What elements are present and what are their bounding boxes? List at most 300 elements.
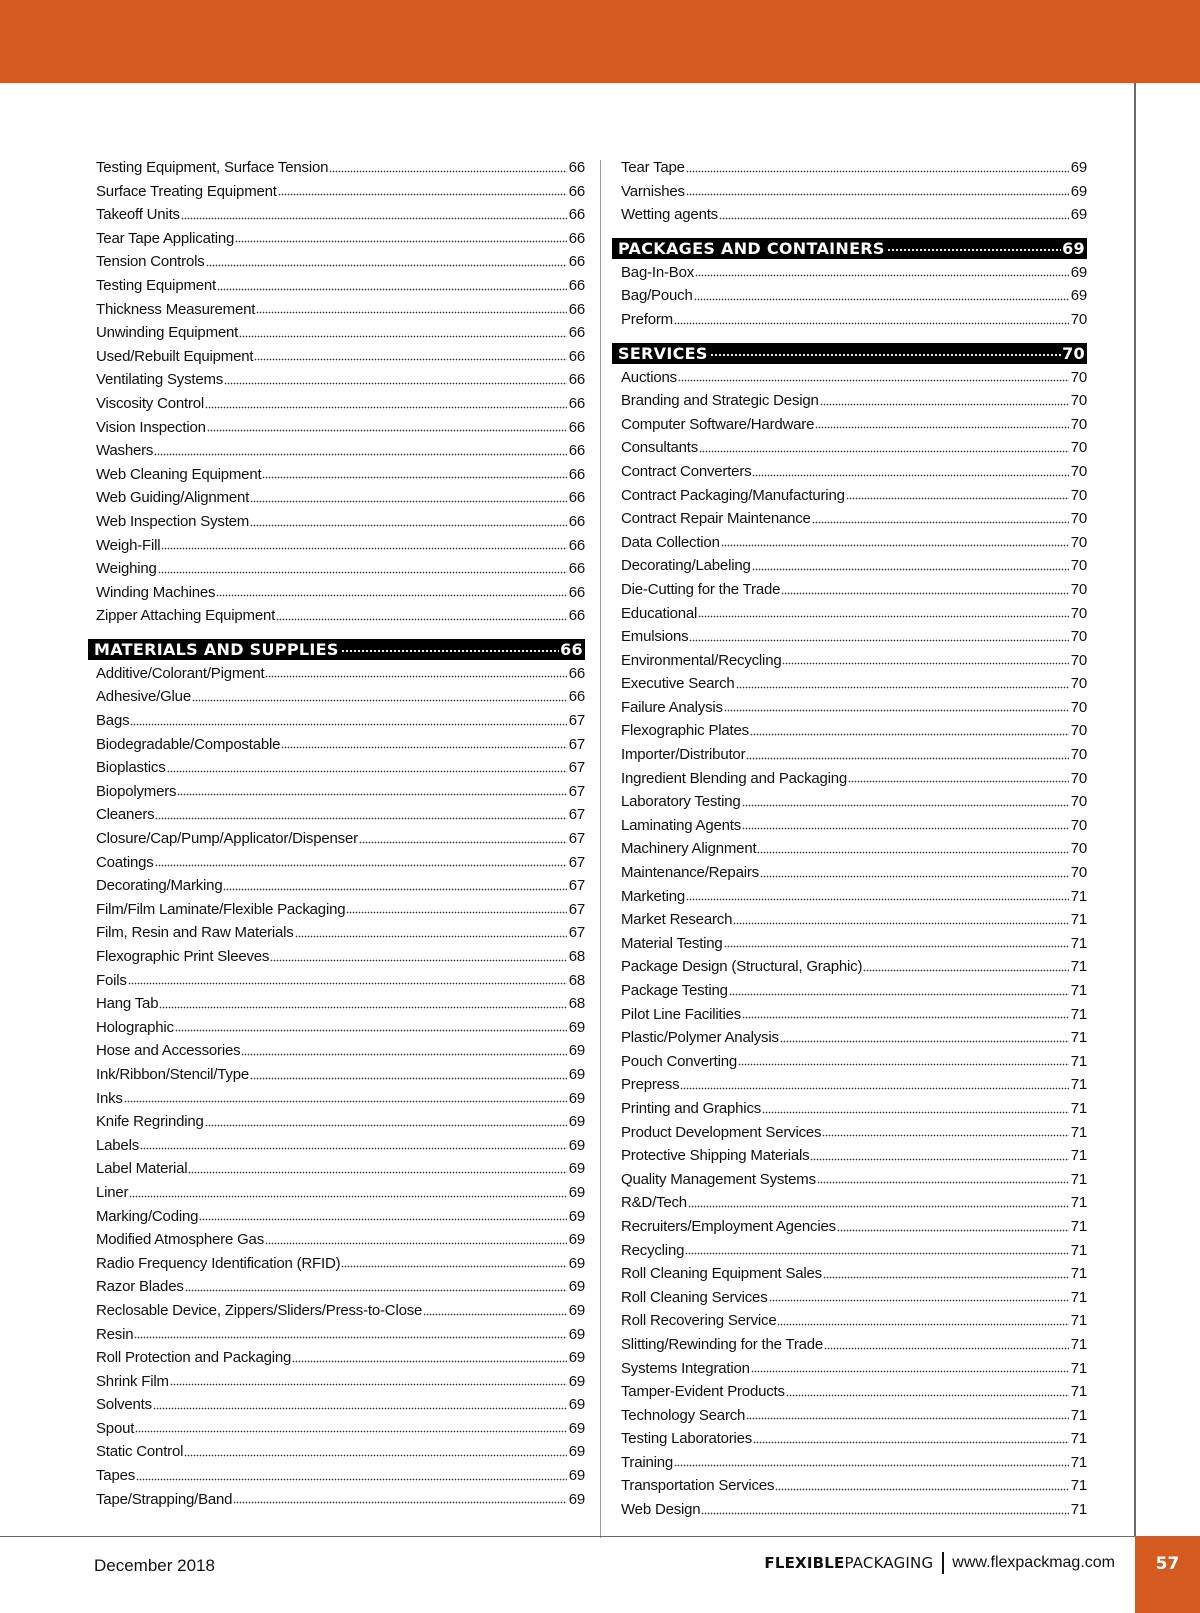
index-entry [621,885,1087,909]
leader-dots [760,874,1069,882]
index-entry [621,1144,1087,1168]
index-entry [96,803,585,827]
index-entry [96,486,585,510]
services-list [621,366,1087,1522]
entry-page: 71 [1070,1123,1087,1141]
entry-page: 69 [568,1160,585,1178]
leader-dots [241,1052,566,1060]
entry-page: 67 [568,806,585,824]
leader-dots [678,378,1069,386]
entry-label: Protective Shipping Materials [621,1147,810,1165]
entry-page: 69 [1070,287,1087,305]
index-entry [96,368,585,392]
index-entry [96,827,585,851]
entry-label: Inks [96,1089,123,1107]
entry-label: Training [621,1453,674,1471]
entry-page: 70 [1070,864,1087,882]
entry-label: Roll Protection and Packaging [96,1349,292,1367]
leader-dots [887,248,1061,254]
index-entry [621,1191,1087,1215]
entry-label: Web Guiding/Alignment [96,489,250,507]
entry-page: 66 [568,442,585,460]
entry-label: Solvents [96,1396,152,1414]
leader-dots [701,1511,1068,1519]
entry-label: Product Development Services [621,1123,822,1141]
entry-page: 66 [568,512,585,530]
entry-label: Film, Resin and Raw Materials [96,924,294,942]
leader-dots [680,1086,1068,1094]
entry-page: 69 [568,1207,585,1225]
leader-dots [341,1264,566,1272]
index-entry [96,969,585,993]
entry-page: 70 [1070,698,1087,716]
index-entry [96,1134,585,1158]
brand-name-bold: FLEXIBLE [764,1554,845,1572]
index-entry [621,790,1087,814]
index-entry [621,932,1087,956]
entry-page: 71 [1070,1029,1087,1047]
entry-label: Closure/Cap/Pump/Applicator/Dispenser [96,830,358,848]
index-entry [621,531,1087,555]
leader-dots [140,1146,567,1154]
leader-dots [217,287,567,295]
leader-dots [742,826,1069,834]
entry-label: Educational [621,604,698,622]
entry-label: Ingredient Blending and Packaging [621,769,848,787]
entry-label: Computer Software/Hardware [621,415,815,433]
entry-page: 71 [1070,1383,1087,1401]
leader-dots [155,816,566,824]
footer-brand [764,1552,1115,1574]
entry-label: Importer/Distributor [621,746,746,764]
index-entry [96,756,585,780]
entry-label: Package Testing [621,982,728,999]
entry-label: Modified Atmosphere Gas [96,1231,264,1249]
leader-dots [750,732,1069,740]
entry-label: Emulsions [621,628,689,646]
entry-page: 66 [568,347,585,365]
entry-page: 66 [568,536,585,554]
leader-dots [185,1288,567,1296]
section-header-services [612,343,1087,364]
entry-page: 70 [1070,415,1087,433]
entry-page: 71 [1070,1194,1087,1212]
entry-page: 70 [1070,722,1087,740]
index-entry [621,1073,1087,1097]
entry-page: 66 [568,276,585,294]
entry-page: 71 [1070,1406,1087,1424]
entry-page: 70 [1070,746,1087,764]
entry-page: 66 [568,182,585,200]
entry-page: 71 [1070,911,1087,929]
entry-page: 71 [1070,1335,1087,1353]
entry-label: Washers [96,442,154,460]
index-entry [96,1181,585,1205]
entry-label: Tension Controls [96,253,205,271]
entry-label: Varnishes [621,182,685,200]
entry-label: Tape/Strapping/Band [96,1490,233,1508]
index-entry [621,180,1087,204]
entry-label: Tamper-Evident Products [621,1383,785,1401]
entry-page: 66 [568,394,585,412]
leader-dots [136,1477,567,1485]
index-entry [96,557,585,581]
leader-dots [824,1346,1069,1354]
entry-page: 67 [568,759,585,777]
index-entry [621,1286,1087,1310]
leader-dots [782,661,1068,669]
leader-dots [742,803,1069,811]
leader-dots [155,863,567,871]
entry-page: 67 [568,830,585,848]
leader-dots [262,475,566,483]
leader-dots [235,239,567,247]
entry-label: Tear Tape Applicating [96,229,235,247]
entry-label: Branding and Strategic Design [621,392,819,410]
index-entry [621,203,1087,227]
entry-label: Roll Recovering Service [621,1312,777,1330]
entry-page: 66 [568,371,585,389]
index-entry [621,696,1087,720]
leader-dots [254,357,566,365]
entry-label: Cleaners [96,806,155,824]
entry-label: Plastic/Polymer Analysis [621,1029,779,1047]
entry-page: 71 [1070,1076,1087,1094]
entry-label: Bag/Pouch [621,287,693,305]
entry-page: 71 [1070,1477,1087,1495]
leader-dots [674,1463,1069,1471]
entry-page: 70 [1070,439,1087,457]
index-entry [621,484,1087,508]
entry-label: Ventilating Systems [96,371,224,389]
leader-dots [205,1123,567,1131]
entry-page: 69 [568,1042,585,1060]
index-entry [621,1097,1087,1121]
entry-page: 69 [568,1231,585,1249]
leader-dots [724,708,1069,716]
leader-dots [359,840,567,848]
index-entry [96,851,585,875]
leader-dots [736,685,1069,693]
index-entry [96,1417,585,1441]
entry-page: 69 [568,1443,585,1461]
leader-dots [753,1440,1069,1448]
entry-label: Marketing [621,887,686,905]
index-entry [96,709,585,733]
entry-page: 69 [568,1490,585,1508]
leader-dots [810,1157,1068,1165]
entry-page: 69 [1070,263,1087,281]
entry-label: Package Design (Structural, Graphic) [621,958,863,976]
index-entry [96,1039,585,1063]
entry-label: Weigh-Fill [96,536,161,554]
entry-label: Pilot Line Facilities [621,1005,742,1023]
entry-page: 70 [1070,510,1087,528]
entry-label: Prepress [621,1076,680,1094]
entry-page: 66 [568,253,585,271]
entry-page: 71 [1070,934,1087,952]
leader-dots [233,1500,566,1508]
entry-page: 69 [1070,159,1087,176]
entry-label: Testing Equipment [96,276,217,294]
entry-label: Environmental/Recycling [621,651,782,669]
index-entry [621,1451,1087,1475]
entry-page: 69 [568,1065,585,1083]
index-entry [96,1323,585,1347]
materials-list-continued [621,156,1087,227]
index-entry [96,1087,585,1111]
packages-and-containers-list [621,261,1087,332]
index-entry [96,898,585,922]
entry-page: 69 [568,1372,585,1390]
leader-dots [270,958,566,966]
leader-dots [815,425,1068,433]
leader-dots [694,297,1069,305]
leader-dots [820,402,1069,410]
index-entry [621,1427,1087,1451]
leader-dots [124,1099,567,1107]
entry-label: Liner [96,1183,129,1201]
entry-page: 66 [568,300,585,318]
leader-dots [822,1133,1068,1141]
entry-label: Film/Film Laminate/Flexible Packaging [96,900,346,918]
index-entry [621,413,1087,437]
leader-dots [423,1312,567,1320]
leader-dots [848,779,1069,787]
leader-dots [292,1359,567,1367]
footer-rule [0,1536,1200,1537]
entry-label: Web Design [621,1501,701,1519]
entry-page: 66 [568,560,585,578]
entry-label: Unwinding Equipment [96,324,239,342]
leader-dots [686,192,1069,200]
index-entry [96,1488,585,1512]
leader-dots [175,1028,567,1036]
leader-dots [206,263,567,271]
entry-label: Technology Search [621,1406,746,1424]
index-entry [621,767,1087,791]
entry-page: 66 [568,465,585,483]
index-entry [621,156,1087,180]
entry-label: Failure Analysis [621,698,723,716]
leader-dots [752,473,1068,481]
leader-dots [721,543,1069,551]
index-entry [621,460,1087,484]
entry-label: Recycling [621,1241,685,1259]
leader-dots [674,321,1069,329]
entry-label: Testing Laboratories [621,1430,753,1448]
index-entry [621,1262,1087,1286]
entry-label: Material Testing [621,934,723,952]
leader-dots [752,567,1069,575]
entry-label: Biodegradable/Compostable [96,735,281,753]
index-entry [621,366,1087,390]
entry-label: Knife Regrinding [96,1113,204,1131]
entry-label: Ink/Ribbon/Stencil/Type [96,1065,249,1083]
index-entry [621,554,1087,578]
entry-label: Recruiters/Employment Agencies [621,1217,836,1235]
leader-dots [689,638,1068,646]
index-entry [96,945,585,969]
index-entry [621,578,1087,602]
index-entry [96,1016,585,1040]
index-entry [621,1498,1087,1522]
index-entry [621,1026,1087,1050]
leader-dots [719,216,1069,224]
entry-page: 70 [1070,793,1087,811]
entry-label: Contract Converters [621,462,752,480]
entry-page: 69 [568,1325,585,1343]
index-entry [96,227,585,251]
entry-label: Adhesive/Glue [96,688,191,706]
entry-page: 70 [1070,675,1087,693]
entry-label: Flexographic Print Sleeves [96,948,270,965]
entry-page: 70 [1070,604,1087,622]
entry-label: Hang Tab [96,995,159,1013]
entry-page: 70 [1070,651,1087,669]
index-entry [621,1215,1087,1239]
entry-page: 70 [1070,368,1087,386]
entry-page: 71 [1070,1359,1087,1377]
entry-page: 69 [568,1254,585,1272]
entry-label: Spout [96,1419,135,1437]
section-title: SERVICES [618,343,708,363]
entry-label: Surface Treating Equipment [96,182,277,200]
entry-page: 71 [1070,887,1087,905]
index-entry [621,1333,1087,1357]
entry-label: Machinery Alignment [621,840,757,858]
leader-dots [153,1406,567,1414]
leader-dots [188,1170,566,1178]
entry-page: 70 [1070,557,1087,575]
entry-label: Viscosity Control [96,394,205,412]
entry-page: 71 [1070,1312,1087,1330]
index-entry [621,1168,1087,1192]
entry-label: Static Control [96,1443,184,1461]
leader-dots [846,496,1069,504]
entry-page: 66 [568,324,585,342]
entry-label: Zipper Attaching Equipment [96,607,276,625]
leader-dots [250,523,567,531]
entry-page: 66 [568,664,585,682]
entry-page: 68 [568,995,585,1013]
entry-page: 67 [568,735,585,753]
entry-label: Executive Search [621,675,735,693]
index-entry [621,814,1087,838]
index-entry [96,274,585,298]
index-entry [96,685,585,709]
index-entry [96,298,585,322]
leader-dots [695,273,1069,281]
leader-dots [823,1275,1069,1283]
index-entry [96,510,585,534]
leader-dots [346,910,566,918]
leader-dots [710,353,1061,359]
index-entry [96,1252,585,1276]
index-entry [621,625,1087,649]
leader-dots [738,1062,1069,1070]
entry-label: Market Research [621,911,733,929]
leader-dots [177,792,566,800]
entry-page: 71 [1070,1265,1087,1283]
entry-page: 70 [1070,462,1087,480]
leader-dots [751,1369,1069,1377]
entry-page: 69 [568,1349,585,1367]
leader-dots [781,591,1068,599]
index-entry [621,308,1087,332]
entry-label: Transportation Services [621,1477,775,1495]
leader-dots [817,1180,1069,1188]
leader-dots [265,1241,567,1249]
index-entry [96,345,585,369]
entry-label: Maintenance/Repairs [621,864,759,882]
entry-label: Laminating Agents [621,816,742,834]
leader-dots [199,1217,566,1225]
leader-dots [341,649,559,655]
entry-label: Winding Machines [96,583,216,601]
entry-label: Tapes [96,1467,136,1485]
leader-dots [239,334,567,342]
entry-page: 69 [568,1467,585,1485]
leader-dots [205,405,567,413]
entry-label: R&D/Tech [621,1194,687,1212]
index-entry [621,1474,1087,1498]
entry-label: Hose and Accessories [96,1042,241,1060]
leader-dots [207,428,567,436]
index-entry [621,837,1087,861]
index-entry [96,1205,585,1229]
index-entry [96,581,585,605]
leader-dots [769,1298,1069,1306]
section-header-materials-and-supplies [88,639,585,660]
leader-dots [746,1416,1069,1424]
leader-dots [777,1322,1068,1330]
entry-page: 71 [1070,1501,1087,1519]
entry-page: 71 [1070,1005,1087,1023]
index-entry [96,180,585,204]
leader-dots [265,674,566,682]
leader-dots [224,381,567,389]
index-entry [621,507,1087,531]
entry-label: Weighing [96,560,157,578]
index-entry [96,439,585,463]
entry-label: Radio Frequency Identification (RFID) [96,1254,341,1272]
entry-page: 71 [1070,1099,1087,1117]
entry-label: Shrink Film [96,1372,169,1390]
left-column [96,156,585,1511]
entry-page: 70 [1070,628,1087,646]
index-entry [621,908,1087,932]
entry-page: 71 [1070,1453,1087,1471]
entry-page: 69 [568,1301,585,1319]
entry-page: 71 [1070,958,1087,976]
entry-page: 71 [1070,1217,1087,1235]
entry-label: Resin [96,1325,134,1343]
leader-dots [863,968,1068,976]
leader-dots [762,1110,1069,1118]
entry-page: 71 [1070,1170,1087,1188]
entry-label: Marking/Coding [96,1207,199,1225]
entry-page: 71 [1070,1241,1087,1259]
entry-label: Razor Blades [96,1278,184,1296]
entry-label: Reclosable Device, Zippers/Sliders/Press-to-Close [96,1301,423,1319]
index-entry [96,1063,585,1087]
entry-page: 67 [568,712,585,730]
section-header-packages-and-containers [612,238,1087,259]
entry-page: 67 [568,900,585,918]
section-title: MATERIALS AND SUPPLIES [94,639,339,659]
index-entry [96,1370,585,1394]
